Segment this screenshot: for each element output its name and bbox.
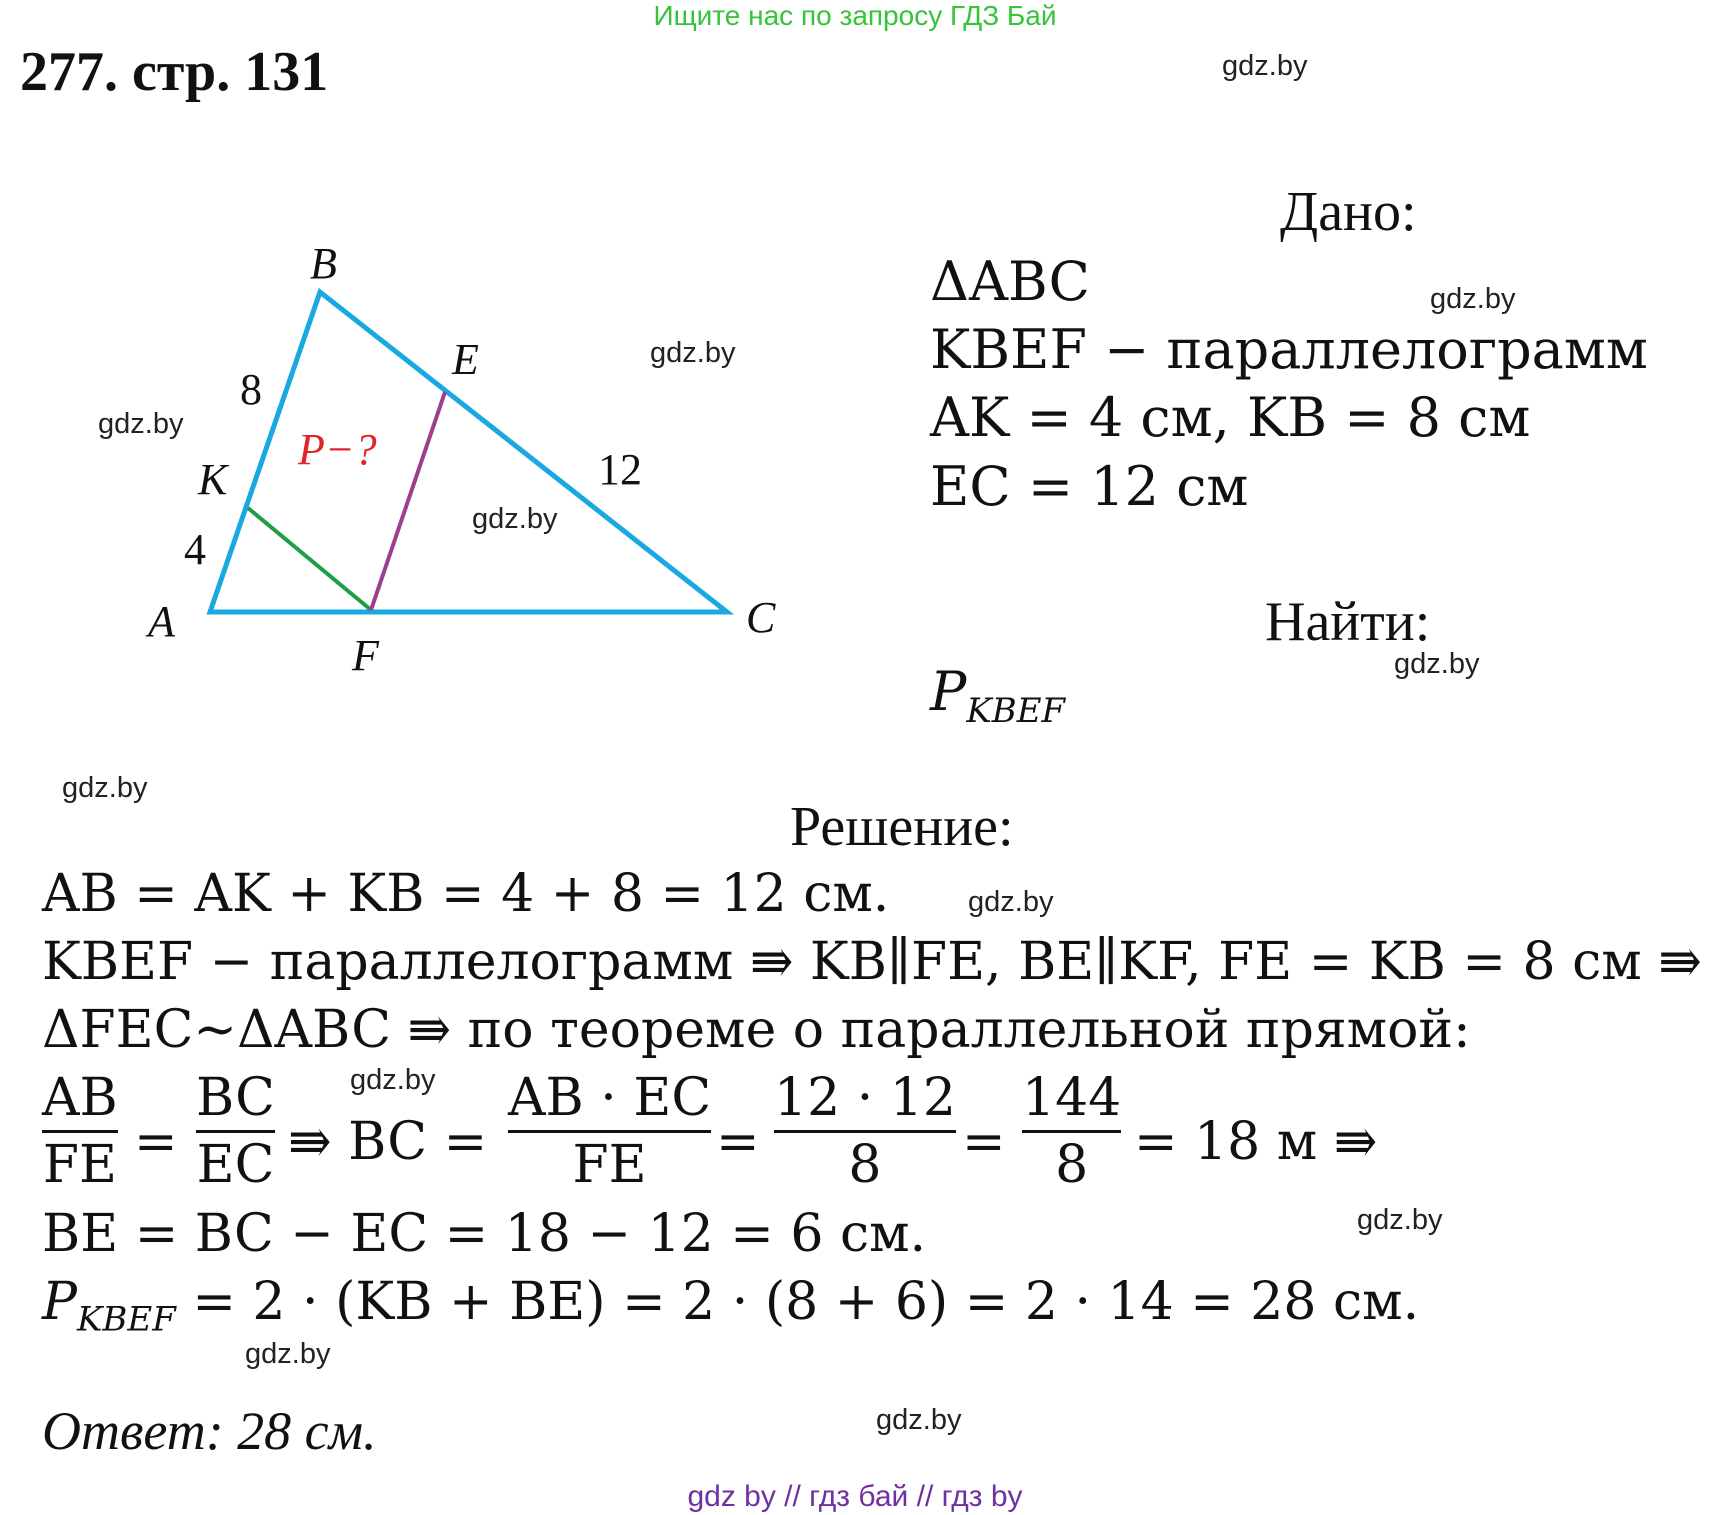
watermark: gdz.by: [350, 1064, 436, 1096]
fraction-abec-fe: [508, 1068, 711, 1195]
segment-fe: [371, 392, 445, 610]
kb-length-label: 8: [240, 365, 262, 414]
fraction-bar: [42, 1130, 118, 1133]
perimeter-calculation: = 2 · (KB + BE) = 2 · (8 + 6) = 2 · 14 = 28 см.: [175, 1272, 1420, 1332]
fraction-denominator: FE: [42, 1135, 117, 1195]
watermark: gdz.by: [62, 772, 148, 804]
fraction-denominator: FE: [572, 1135, 647, 1195]
watermark: gdz.by: [650, 337, 736, 369]
top-banner[interactable]: Ищите нас по запросу ГДЗ Бай: [653, 0, 1057, 31]
solution-line-perimeter: [42, 1272, 1419, 1339]
fraction-bar: [508, 1130, 711, 1133]
fraction-144-8: [1022, 1068, 1121, 1195]
perimeter-question-label: P−?: [298, 425, 377, 474]
fraction-bar: [774, 1130, 956, 1133]
perimeter-symbol: P: [42, 1272, 77, 1332]
fraction-1212-8: [774, 1068, 956, 1195]
watermark: gdz.by: [1357, 1204, 1443, 1236]
fraction-denominator: EC: [196, 1135, 275, 1195]
solution-line: KBEF − параллелограмм ⇛ KB∥FE, BE∥KF, FE = KB = 8 см ⇛: [42, 932, 1702, 992]
ec-length-label: 12: [598, 445, 642, 494]
ak-length-label: 4: [184, 525, 206, 574]
fraction-numerator: 12 · 12: [774, 1068, 956, 1128]
vertex-k-label: K: [198, 455, 228, 504]
solution-heading: Решение:: [790, 796, 1014, 858]
fraction-ab-fe: [42, 1068, 118, 1195]
fraction-bc-ec: [196, 1068, 275, 1195]
fraction-numerator: BC: [196, 1068, 275, 1128]
fraction-denominator: 8: [848, 1135, 882, 1195]
bc-result: = 18 м ⇛: [1134, 1112, 1378, 1172]
solution-line: ΔFEC~ΔABC ⇛ по теореме о параллельной прямой:: [42, 1000, 1471, 1060]
footer-links[interactable]: gdz by // гдз бай // гдз by: [687, 1480, 1023, 1513]
given-line: KBEF − параллелограмм: [930, 318, 1648, 381]
find-value-sub: KBEF: [966, 690, 1066, 731]
solution-line: AB = AK + KB = 4 + 8 = 12 см.: [42, 864, 890, 924]
watermark: gdz.by: [472, 503, 558, 535]
vertex-f-label: F: [352, 631, 379, 680]
equals-sign: =: [962, 1112, 1006, 1172]
fraction-denominator: 8: [1055, 1135, 1089, 1195]
fraction-bar: [1022, 1130, 1121, 1133]
exercise-title: 277. стр. 131: [20, 41, 329, 103]
given-line: ΔABC: [930, 250, 1090, 313]
vertex-b-label: B: [310, 239, 337, 288]
watermark: gdz.by: [1394, 648, 1480, 680]
watermark: gdz.by: [1430, 283, 1516, 315]
vertex-e-label: E: [452, 335, 479, 384]
perimeter-subscript: KBEF: [77, 1299, 176, 1340]
given-heading: Дано:: [1280, 181, 1417, 243]
find-value: [930, 660, 1065, 731]
vertex-c-label: C: [746, 593, 776, 642]
given-line: EC = 12 см: [930, 455, 1249, 518]
fraction-numerator: AB · EC: [508, 1068, 712, 1128]
watermark: gdz.by: [968, 886, 1054, 918]
equals-sign: =: [716, 1112, 760, 1172]
solution-line: BE = BC − EC = 18 − 12 = 6 см.: [42, 1204, 927, 1264]
watermark: gdz.by: [1222, 50, 1308, 82]
watermark: gdz.by: [98, 408, 184, 440]
watermark: gdz.by: [876, 1404, 962, 1436]
segment-kf: [248, 508, 371, 610]
equals-sign: =: [134, 1112, 178, 1172]
answer: Ответ: 28 см.: [42, 1401, 377, 1461]
find-heading: Найти:: [1265, 591, 1431, 653]
fraction-bar: [196, 1130, 275, 1133]
fraction-numerator: AB: [42, 1068, 118, 1128]
find-value-main: P: [930, 660, 967, 723]
watermark: gdz.by: [245, 1338, 331, 1370]
fraction-numerator: 144: [1022, 1068, 1122, 1128]
vertex-a-label: A: [148, 597, 175, 646]
implies-bc: ⇛ BC =: [288, 1112, 488, 1172]
given-line: AK = 4 см, KB = 8 см: [930, 386, 1531, 449]
